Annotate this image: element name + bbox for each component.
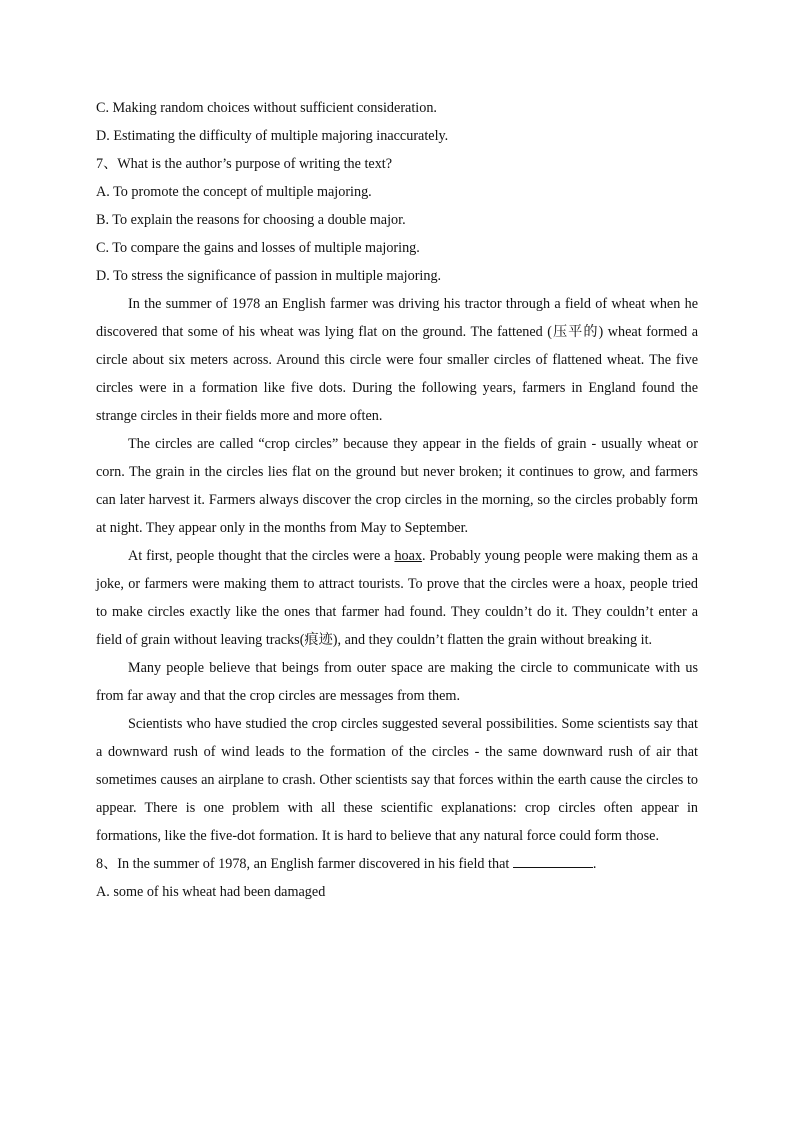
q8-stem [96,850,698,878]
q8-stem-text: 8、In the summer of 1978, an English farmer discovered in his field that [96,856,510,872]
reading-passage [96,290,698,850]
passage-paragraph-5: Scientists who have studied the crop circles suggested several possibilities. Some scientists say that a downward rush of wind leads to the formation of the circles - the same downward rush of air that sometimes causes an airplane to crash. Other scientists say that forces within the earth cause the circles to appear. There is one problem with all these scientific explanations: crop circles often appear in formations, like the five-dot formation. It is hard to believe that any natural force could form those. [96,716,698,844]
exam-page [96,94,698,906]
answer-blank[interactable] [513,853,593,868]
p3-text-before: At first, people thought that the circles were a [128,548,395,564]
q7-stem: 7、What is the author’s purpose of writing the text? [96,156,393,172]
q7-option-d[interactable]: D. To stress the significance of passion in multiple majoring. [96,268,442,284]
q7-option-c[interactable]: C. To compare the gains and losses of multiple majoring. [96,240,420,256]
q6-option-d[interactable]: D. Estimating the difficulty of multiple majoring inaccurately. [96,128,449,144]
passage-paragraph-2: The circles are called “crop circles” because they appear in the fields of grain - usually wheat or corn. The grain in the circles lies flat on the ground but never broken; it continues to grow, and farmers can later harvest it. Farmers always discover the crop circles in the morning, so the circles probably form at night. They appear only in the months from May to September. [96,436,698,536]
q7-option-b[interactable]: B. To explain the reasons for choosing a double major. [96,212,406,228]
q8-stem-end: . [592,856,597,872]
q6-option-c[interactable]: C. Making random choices without sufficient consideration. [96,100,437,116]
passage-paragraph-1: In the summer of 1978 an English farmer was driving his tractor through a field of wheat when he discovered that some of his wheat was lying flat on the ground. The fattened (压平的) wheat formed a circle about six meters across. Around this circle were four smaller circles of flattened wheat. The five circles were in a formation like five dots. During the following years, farmers in England found the strange circles in their fields more and more often. [96,296,698,424]
hoax-underlined-word: hoax [394,548,423,564]
p3-text-after: . Probably young people were making them as a joke, or farmers were making them to attract tourists. To prove that the circles were a hoax, people tried to make circles exactly like the ones that farmer had found. They couldn’t do it. They couldn’t enter a field of grain without leaving tracks(痕迹), and they couldn’t flatten the grain without breaking it. [96,548,698,648]
passage-paragraph-4: Many people believe that beings from outer space are making the circle to communicate with us from far away and that the crop circles are messages from them. [96,660,698,704]
passage-paragraph-3 [96,542,698,654]
q7-option-a[interactable]: A. To promote the concept of multiple majoring. [96,184,372,200]
q8-option-a[interactable]: A. some of his wheat had been damaged [96,884,326,900]
